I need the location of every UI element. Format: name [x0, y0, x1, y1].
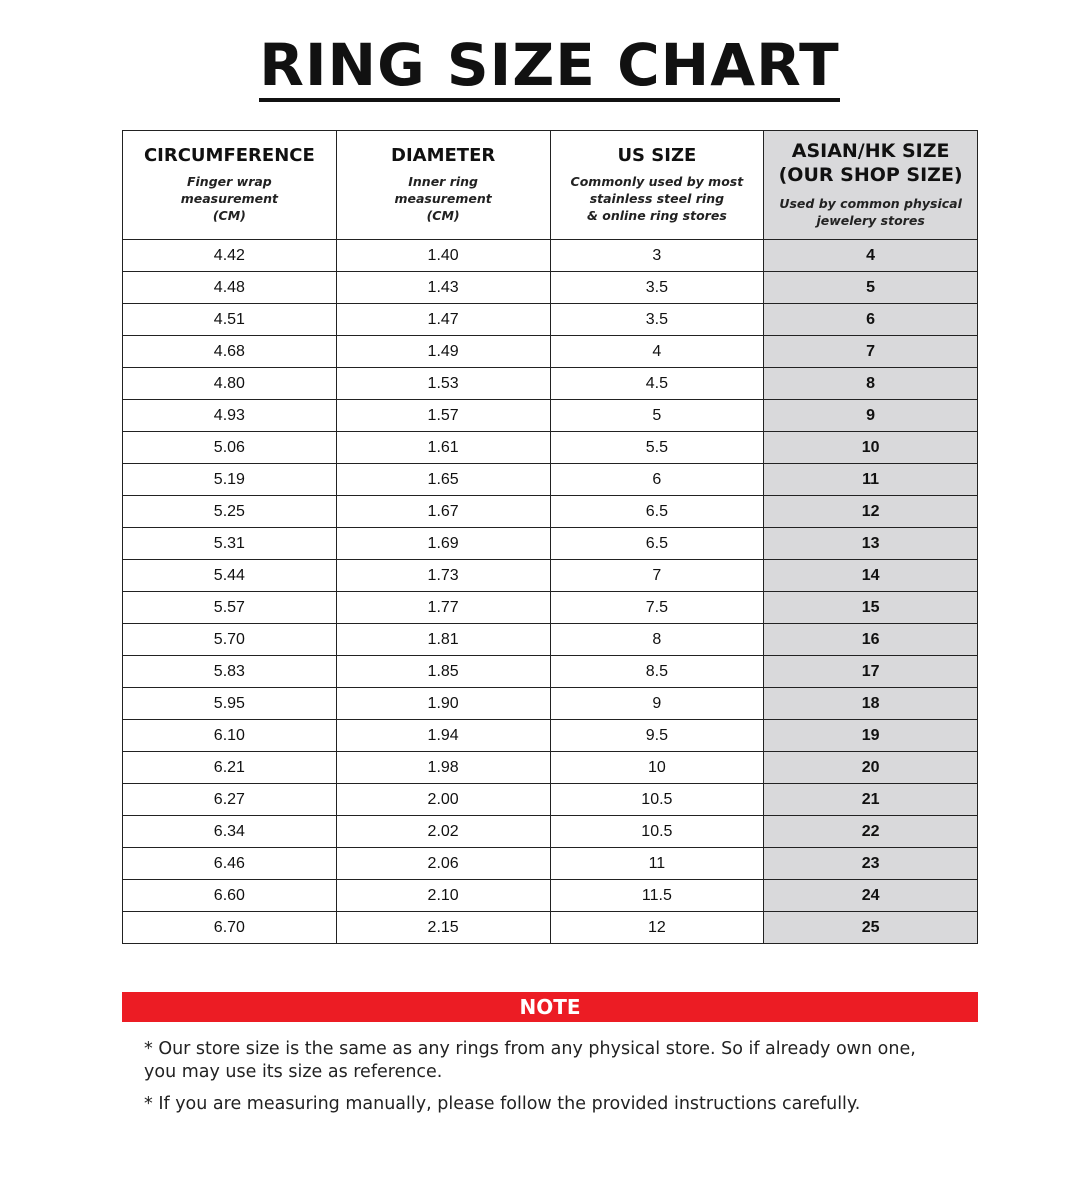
- cell-diameter: 1.57: [336, 400, 550, 432]
- cell-asian-hk-size: 21: [764, 784, 978, 816]
- cell-asian-hk-size: 4: [764, 240, 978, 272]
- page-title-text: RING SIZE CHART: [259, 36, 839, 102]
- cell-circumference: 6.60: [123, 880, 337, 912]
- table-row: [123, 368, 978, 400]
- cell-diameter: 1.73: [336, 560, 550, 592]
- header-circumference-title: CIRCUMFERENCE: [143, 145, 315, 167]
- cell-circumference: 6.27: [123, 784, 337, 816]
- header-circumference-subtitle: Finger wrap measurement (CM): [180, 173, 279, 223]
- cell-circumference: 5.83: [123, 656, 337, 688]
- table-row: [123, 304, 978, 336]
- cell-circumference: 4.42: [123, 240, 337, 272]
- cell-diameter: 1.43: [336, 272, 550, 304]
- cell-circumference: 5.95: [123, 688, 337, 720]
- cell-diameter: 1.61: [336, 432, 550, 464]
- cell-circumference: 5.06: [123, 432, 337, 464]
- cell-diameter: 1.77: [336, 592, 550, 624]
- cell-diameter: 1.65: [336, 464, 550, 496]
- cell-diameter: 1.94: [336, 720, 550, 752]
- cell-asian-hk-size: 15: [764, 592, 978, 624]
- cell-circumference: 4.80: [123, 368, 337, 400]
- table-row: [123, 528, 978, 560]
- cell-us-size: 6: [550, 464, 764, 496]
- cell-diameter: 1.98: [336, 752, 550, 784]
- table-row: [123, 592, 978, 624]
- cell-diameter: 1.67: [336, 496, 550, 528]
- cell-us-size: 4: [550, 336, 764, 368]
- cell-diameter: 2.02: [336, 816, 550, 848]
- cell-circumference: 5.44: [123, 560, 337, 592]
- cell-us-size: 10: [550, 752, 764, 784]
- cell-circumference: 6.10: [123, 720, 337, 752]
- header-circumference: [123, 131, 337, 240]
- cell-diameter: 2.00: [336, 784, 550, 816]
- cell-us-size: 7: [550, 560, 764, 592]
- note-line: * If you are measuring manually, please follow the provided instructions carefully.: [144, 1094, 861, 1114]
- cell-circumference: 4.51: [123, 304, 337, 336]
- cell-asian-hk-size: 8: [764, 368, 978, 400]
- cell-asian-hk-size: 16: [764, 624, 978, 656]
- cell-asian-hk-size: 22: [764, 816, 978, 848]
- cell-diameter: 1.40: [336, 240, 550, 272]
- cell-us-size: 6.5: [550, 528, 764, 560]
- cell-diameter: 1.69: [336, 528, 550, 560]
- cell-asian-hk-size: 5: [764, 272, 978, 304]
- cell-us-size: 11: [550, 848, 764, 880]
- note-banner: [122, 992, 978, 1022]
- header-us-size-subtitle: Commonly used by most stainless steel ring & online ring stores: [570, 173, 744, 223]
- cell-asian-hk-size: 13: [764, 528, 978, 560]
- cell-asian-hk-size: 12: [764, 496, 978, 528]
- cell-diameter: 2.15: [336, 912, 550, 944]
- table-row: [123, 240, 978, 272]
- table-row: [123, 688, 978, 720]
- header-asian-hk-size: [764, 131, 978, 240]
- cell-us-size: 3.5: [550, 304, 764, 336]
- cell-diameter: 1.47: [336, 304, 550, 336]
- cell-circumference: 6.70: [123, 912, 337, 944]
- table-row: [123, 752, 978, 784]
- cell-asian-hk-size: 19: [764, 720, 978, 752]
- table-row: [123, 656, 978, 688]
- table-row: [123, 848, 978, 880]
- cell-us-size: 3.5: [550, 272, 764, 304]
- note-line: * Our store size is the same as any rings from any physical store. So if already own one, you may use its size as reference.: [144, 1039, 916, 1082]
- cell-circumference: 4.68: [123, 336, 337, 368]
- cell-circumference: 4.48: [123, 272, 337, 304]
- ring-size-table: [122, 130, 978, 944]
- cell-asian-hk-size: 10: [764, 432, 978, 464]
- cell-asian-hk-size: 25: [764, 912, 978, 944]
- cell-asian-hk-size: 18: [764, 688, 978, 720]
- header-diameter: [336, 131, 550, 240]
- header-diameter-title: DIAMETER: [391, 145, 496, 167]
- cell-circumference: 5.19: [123, 464, 337, 496]
- cell-asian-hk-size: 17: [764, 656, 978, 688]
- header-diameter-subtitle: Inner ring measurement (CM): [394, 173, 492, 223]
- cell-us-size: 5.5: [550, 432, 764, 464]
- cell-us-size: 5: [550, 400, 764, 432]
- cell-circumference: 5.25: [123, 496, 337, 528]
- cell-circumference: 6.46: [123, 848, 337, 880]
- cell-diameter: 2.10: [336, 880, 550, 912]
- table-header-row: [123, 131, 978, 240]
- cell-asian-hk-size: 7: [764, 336, 978, 368]
- cell-us-size: 10.5: [550, 816, 764, 848]
- cell-circumference: 5.70: [123, 624, 337, 656]
- cell-asian-hk-size: 11: [764, 464, 978, 496]
- cell-us-size: 9: [550, 688, 764, 720]
- table-row: [123, 432, 978, 464]
- cell-asian-hk-size: 6: [764, 304, 978, 336]
- table-row: [123, 912, 978, 944]
- table-body: [123, 240, 978, 944]
- table-row: [123, 400, 978, 432]
- cell-asian-hk-size: 23: [764, 848, 978, 880]
- table-row: [123, 720, 978, 752]
- table-row: [123, 624, 978, 656]
- cell-circumference: 5.57: [123, 592, 337, 624]
- cell-diameter: 1.53: [336, 368, 550, 400]
- cell-us-size: 12: [550, 912, 764, 944]
- cell-us-size: 3: [550, 240, 764, 272]
- table-row: [123, 560, 978, 592]
- cell-circumference: 6.21: [123, 752, 337, 784]
- table-row: [123, 272, 978, 304]
- table-row: [123, 816, 978, 848]
- cell-us-size: 8: [550, 624, 764, 656]
- table-row: [123, 496, 978, 528]
- note-list: [144, 1038, 944, 1125]
- cell-circumference: 4.93: [123, 400, 337, 432]
- cell-circumference: 6.34: [123, 816, 337, 848]
- cell-us-size: 8.5: [550, 656, 764, 688]
- note-label: NOTE: [519, 995, 581, 1019]
- cell-diameter: 1.81: [336, 624, 550, 656]
- header-asian-hk-size-title: ASIAN/HK SIZE (OUR SHOP SIZE): [778, 140, 963, 187]
- cell-us-size: 4.5: [550, 368, 764, 400]
- cell-circumference: 5.31: [123, 528, 337, 560]
- header-asian-hk-size-subtitle: Used by common physical jewelery stores: [779, 195, 962, 228]
- header-us-size-title: US SIZE: [617, 145, 697, 167]
- cell-asian-hk-size: 24: [764, 880, 978, 912]
- table-row: [123, 336, 978, 368]
- cell-diameter: 2.06: [336, 848, 550, 880]
- table-row: [123, 784, 978, 816]
- cell-us-size: 10.5: [550, 784, 764, 816]
- cell-asian-hk-size: 20: [764, 752, 978, 784]
- cell-us-size: 6.5: [550, 496, 764, 528]
- cell-us-size: 7.5: [550, 592, 764, 624]
- cell-asian-hk-size: 9: [764, 400, 978, 432]
- table-row: [123, 880, 978, 912]
- table-row: [123, 464, 978, 496]
- cell-diameter: 1.85: [336, 656, 550, 688]
- page-title: [0, 31, 1079, 102]
- cell-diameter: 1.49: [336, 336, 550, 368]
- cell-asian-hk-size: 14: [764, 560, 978, 592]
- cell-diameter: 1.90: [336, 688, 550, 720]
- cell-us-size: 11.5: [550, 880, 764, 912]
- header-us-size: [550, 131, 764, 240]
- cell-us-size: 9.5: [550, 720, 764, 752]
